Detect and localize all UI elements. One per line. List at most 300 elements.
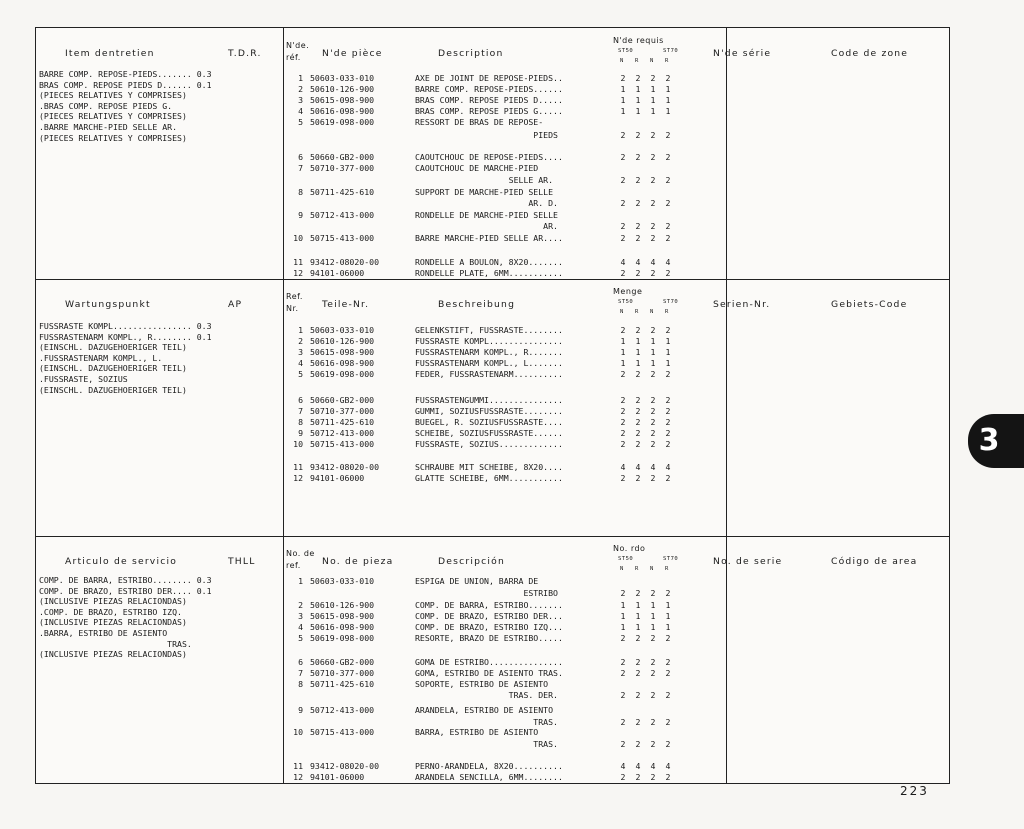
quantity-cell: 2	[665, 395, 671, 405]
part-row	[285, 576, 690, 587]
quantity-cell: 1	[635, 611, 641, 621]
service-item: .BARRA, ESTRIBO DE ASIENTO	[39, 628, 168, 638]
part-row	[285, 668, 690, 679]
section-ref-header-top: Ref.	[286, 292, 303, 301]
quantity-cell: 2	[650, 657, 656, 667]
quantity-cell: 1	[650, 611, 656, 621]
part-row	[285, 257, 690, 268]
part-description: RESSORT DE BRAS DE REPOSE-	[415, 117, 544, 127]
quantity-cell: 2	[635, 668, 641, 678]
quantity-cell: 2	[665, 175, 671, 185]
section-variant-label: N	[620, 566, 624, 572]
section-ref-header-top: N'de.	[286, 41, 310, 50]
part-description: FUSSRASTENGUMMI...............	[415, 395, 563, 405]
quantity-cell: 2	[665, 198, 671, 208]
ref-number: 12	[293, 473, 303, 483]
quantity-cell: 2	[665, 406, 671, 416]
part-description: CAOUTCHOUC DE MARCHE-PIED	[415, 163, 539, 173]
part-row	[285, 690, 690, 701]
part-row	[285, 198, 690, 209]
quantity-cell: 2	[635, 152, 641, 162]
ref-number: 1	[298, 325, 303, 335]
ref-number: 3	[298, 611, 303, 621]
section-model-b: ST70	[663, 299, 679, 305]
ref-number: 3	[298, 347, 303, 357]
section-item-header: Item dentretien	[65, 48, 155, 59]
part-row	[285, 761, 690, 772]
part-number: 50712-413-000	[310, 705, 375, 715]
part-description: FEDER, FUSSRASTENARM..........	[415, 369, 563, 379]
quantity-cell: 2	[635, 221, 641, 231]
part-number: 50660-GB2-000	[310, 152, 375, 162]
part-number: 50715-413-000	[310, 727, 375, 737]
part-description: SOPORTE, ESTRIBO DE ASIENTO	[415, 679, 549, 689]
section-divider-1	[36, 279, 949, 280]
quantity-cell: 1	[650, 106, 656, 116]
service-item: FUSSRASTENARM KOMPL., R........ 0.1	[39, 331, 212, 342]
part-row	[285, 268, 690, 279]
quantity-cell: 2	[665, 233, 671, 243]
quantity-cell: 2	[650, 772, 656, 782]
quantity-cell: 2	[620, 668, 626, 678]
quantity-cell: 2	[665, 325, 671, 335]
quantity-cell: 1	[650, 84, 656, 94]
part-number: 50616-098-900	[310, 358, 375, 368]
quantity-cell: 2	[650, 369, 656, 379]
section-variant-label: N	[650, 566, 654, 572]
quantity-cell: 2	[650, 739, 656, 749]
part-number: 50619-098-000	[310, 633, 375, 643]
quantity-cell: 1	[635, 347, 641, 357]
section-ref-header-top: No. de	[286, 549, 315, 558]
service-item: TRAS.	[39, 638, 192, 649]
ref-number: 12	[293, 772, 303, 782]
service-item: (PIECES RELATIVES Y COMPRISES)	[39, 132, 187, 143]
section-desc-header: Beschreibung	[438, 299, 516, 310]
part-row	[285, 233, 690, 244]
section-variant-label: R	[665, 58, 669, 64]
quantity-cell: 2	[620, 690, 626, 700]
quantity-cell: 2	[665, 473, 671, 483]
quantity-cell: 2	[635, 233, 641, 243]
quantity-cell: 2	[665, 130, 671, 140]
part-description: BARRE MARCHE-PIED SELLE AR....	[415, 233, 563, 243]
quantity-cell: 2	[650, 73, 656, 83]
quantity-cell: 2	[620, 198, 626, 208]
part-row	[285, 772, 690, 783]
quantity-cell: 1	[650, 600, 656, 610]
section-desc-header: Descripción	[438, 556, 505, 567]
column-divider-right	[726, 28, 727, 783]
service-item: .COMP. DE BRAZO, ESTRIBO IZQ.	[39, 606, 182, 617]
section-tdr-header: AP	[228, 299, 243, 310]
ref-number: 2	[298, 336, 303, 346]
part-description: BRAS COMP. REPOSE PIEDS D.....	[415, 95, 563, 105]
part-row	[285, 588, 690, 599]
part-row	[285, 417, 690, 428]
quantity-cell: 1	[665, 600, 671, 610]
quantity-cell: 2	[650, 668, 656, 678]
quantity-cell: 2	[650, 198, 656, 208]
section-part-header: Teile-Nr.	[322, 299, 370, 310]
part-number: 50660-GB2-000	[310, 395, 375, 405]
ref-number: 1	[298, 576, 303, 586]
quantity-cell: 1	[650, 347, 656, 357]
part-row	[285, 406, 690, 417]
part-number: 50603-033-010	[310, 73, 375, 83]
part-number: 50603-033-010	[310, 325, 375, 335]
quantity-cell: 1	[665, 611, 671, 621]
part-description: PIEDS	[415, 130, 558, 140]
quantity-cell: 4	[650, 257, 656, 267]
part-description: COMP. DE BARRA, ESTRIBO.......	[415, 600, 563, 610]
quantity-cell: 2	[665, 152, 671, 162]
part-description: ESTRIBO	[415, 588, 558, 598]
section-item-header: Wartungspunkt	[65, 299, 151, 310]
ref-number: 10	[293, 439, 303, 449]
quantity-cell: 2	[635, 325, 641, 335]
section-variant-label: N	[620, 309, 624, 315]
part-number: 50616-098-900	[310, 622, 375, 632]
quantity-cell: 1	[620, 106, 626, 116]
quantity-cell: 2	[635, 717, 641, 727]
part-number: 50615-098-900	[310, 347, 375, 357]
section-model-a: ST50	[618, 299, 634, 305]
quantity-cell: 2	[665, 633, 671, 643]
ref-number: 7	[298, 163, 303, 173]
section-part-header: No. de pieza	[322, 556, 394, 567]
ref-number: 5	[298, 369, 303, 379]
quantity-cell: 2	[620, 473, 626, 483]
part-row	[285, 95, 690, 106]
quantity-cell: 2	[650, 406, 656, 416]
ref-number: 9	[298, 210, 303, 220]
section-model-a: ST50	[618, 556, 634, 562]
quantity-cell: 1	[650, 95, 656, 105]
part-row	[285, 73, 690, 84]
ref-number: 6	[298, 395, 303, 405]
part-description: AXE DE JOINT DE REPOSE-PIEDS..	[415, 73, 563, 83]
quantity-cell: 2	[650, 325, 656, 335]
quantity-cell: 2	[650, 221, 656, 231]
ref-number: 10	[293, 727, 303, 737]
section-variant-label: R	[635, 309, 639, 315]
ref-number: 4	[298, 622, 303, 632]
part-number: 50715-413-000	[310, 439, 375, 449]
section-variant-label: R	[665, 309, 669, 315]
quantity-cell: 2	[665, 588, 671, 598]
quantity-cell: 1	[635, 600, 641, 610]
quantity-cell: 1	[650, 358, 656, 368]
part-number: 93412-08020-00	[310, 257, 380, 267]
ref-number: 10	[293, 233, 303, 243]
quantity-cell: 2	[650, 152, 656, 162]
quantity-cell: 2	[665, 73, 671, 83]
section-variant-label: R	[635, 566, 639, 572]
quantity-cell: 1	[665, 336, 671, 346]
quantity-cell: 1	[665, 358, 671, 368]
part-description: BARRA, ESTRIBO DE ASIENTO	[415, 727, 539, 737]
part-row	[285, 600, 690, 611]
part-number: 50710-377-000	[310, 163, 375, 173]
section-model-a: ST50	[618, 48, 634, 54]
part-number: 50615-098-900	[310, 95, 375, 105]
quantity-cell: 1	[635, 622, 641, 632]
quantity-cell: 4	[650, 462, 656, 472]
part-description: PERNO-ARANDELA, 8X20..........	[415, 761, 563, 771]
section-part-header: N'de pièce	[322, 48, 383, 59]
part-row	[285, 473, 690, 484]
quantity-cell: 1	[665, 84, 671, 94]
quantity-cell: 2	[635, 633, 641, 643]
quantity-cell: 2	[635, 369, 641, 379]
part-number: 50603-033-010	[310, 576, 375, 586]
service-item: BRAS COMP. REPOSE PIEDS D...... 0.1	[39, 79, 212, 90]
part-row	[285, 347, 690, 358]
part-number: 94101-06000	[310, 772, 365, 782]
section-serial-header: Serien-Nr.	[713, 299, 771, 310]
ref-number: 2	[298, 600, 303, 610]
part-row	[285, 336, 690, 347]
part-description: TRAS. DER.	[415, 690, 558, 700]
quantity-cell: 2	[635, 588, 641, 598]
part-description: RESORTE, BRAZO DE ESTRIBO.....	[415, 633, 563, 643]
section-ref-header-bottom: ref.	[286, 561, 301, 570]
quantity-cell: 1	[665, 347, 671, 357]
quantity-cell: 1	[620, 600, 626, 610]
part-row	[285, 611, 690, 622]
section-serial-header: N'de série	[713, 48, 772, 59]
part-row	[285, 325, 690, 336]
quantity-cell: 2	[620, 588, 626, 598]
part-description: RONDELLE PLATE, 6MM...........	[415, 268, 563, 278]
section-variant-label: N	[650, 58, 654, 64]
ref-number: 4	[298, 358, 303, 368]
part-description: TRAS.	[415, 717, 558, 727]
quantity-cell: 2	[635, 198, 641, 208]
page-number: 223	[900, 784, 929, 798]
quantity-cell: 2	[620, 268, 626, 278]
part-description: SCHEIBE, SOZIUSFUSSRASTE......	[415, 428, 563, 438]
part-description: COMP. DE BRAZO, ESTRIBO DER...	[415, 611, 563, 621]
ref-number: 11	[293, 462, 303, 472]
quantity-cell: 1	[635, 95, 641, 105]
part-description: GUMMI, SOZIUSFUSSRASTE........	[415, 406, 563, 416]
quantity-cell: 2	[635, 417, 641, 427]
quantity-cell: 2	[665, 369, 671, 379]
ref-number: 9	[298, 705, 303, 715]
part-number: 50615-098-900	[310, 611, 375, 621]
part-number: 50619-098-000	[310, 117, 375, 127]
quantity-cell: 2	[635, 473, 641, 483]
part-row	[285, 739, 690, 750]
part-description: BRAS COMP. REPOSE PIEDS G.....	[415, 106, 563, 116]
quantity-cell: 1	[665, 106, 671, 116]
section-zone-header: Code de zone	[831, 48, 909, 59]
quantity-cell: 2	[620, 717, 626, 727]
part-description: TRAS.	[415, 739, 558, 749]
quantity-cell: 2	[635, 657, 641, 667]
ref-number: 6	[298, 657, 303, 667]
part-description: GELENKSTIFT, FUSSRASTE........	[415, 325, 563, 335]
quantity-cell: 2	[665, 690, 671, 700]
part-description: SCHRAUBE MIT SCHEIBE, 8X20....	[415, 462, 563, 472]
quantity-cell: 4	[620, 761, 626, 771]
quantity-cell: 1	[620, 84, 626, 94]
service-item: (EINSCHL. DAZUGEHOERIGER TEIL)	[39, 363, 187, 374]
part-row	[285, 679, 690, 690]
part-row	[285, 175, 690, 186]
part-number: 50619-098-000	[310, 369, 375, 379]
part-row	[285, 633, 690, 644]
quantity-cell: 2	[620, 152, 626, 162]
part-row	[285, 727, 690, 738]
part-row	[285, 130, 690, 141]
ref-number: 8	[298, 187, 303, 197]
quantity-cell: 2	[665, 772, 671, 782]
ref-number: 5	[298, 117, 303, 127]
ref-number: 11	[293, 257, 303, 267]
quantity-cell: 2	[620, 325, 626, 335]
service-item: (PIECES RELATIVES Y COMPRISES)	[39, 111, 187, 122]
quantity-cell: 2	[620, 417, 626, 427]
part-description: FUSSRASTE, SOZIUS.............	[415, 439, 563, 449]
part-number: 94101-06000	[310, 473, 365, 483]
section-variant-label: N	[620, 58, 624, 64]
quantity-cell: 4	[650, 761, 656, 771]
quantity-cell: 2	[620, 739, 626, 749]
part-description: CAOUTCHOUC DE REPOSE-PIEDS....	[415, 152, 563, 162]
part-row	[285, 163, 690, 174]
service-item: .FUSSRASTE, SOZIUS	[39, 374, 128, 384]
ref-number: 4	[298, 106, 303, 116]
ref-number: 8	[298, 417, 303, 427]
quantity-cell: 2	[635, 395, 641, 405]
quantity-cell: 2	[635, 268, 641, 278]
part-number: 50616-098-900	[310, 106, 375, 116]
section-qty-header: No. rdo	[613, 544, 646, 553]
quantity-cell: 2	[620, 221, 626, 231]
part-number: 50610-126-900	[310, 84, 375, 94]
quantity-cell: 1	[635, 336, 641, 346]
quantity-cell: 2	[620, 406, 626, 416]
quantity-cell: 2	[620, 175, 626, 185]
section-variant-label: R	[635, 58, 639, 64]
quantity-cell: 2	[650, 175, 656, 185]
section-tdr-header: THLL	[228, 556, 256, 567]
quantity-cell: 4	[635, 462, 641, 472]
part-description: RONDELLE A BOULON, 8X20.......	[415, 257, 563, 267]
part-row	[285, 117, 690, 128]
quantity-cell: 4	[635, 761, 641, 771]
quantity-cell: 1	[650, 336, 656, 346]
quantity-cell: 2	[650, 130, 656, 140]
part-description: BUEGEL, R. SOZIUSFUSSRASTE....	[415, 417, 563, 427]
part-row	[285, 84, 690, 95]
quantity-cell: 2	[620, 428, 626, 438]
quantity-cell: 4	[620, 462, 626, 472]
part-description: FUSSRASTE KOMPL...............	[415, 336, 563, 346]
quantity-cell: 1	[635, 106, 641, 116]
quantity-cell: 2	[665, 268, 671, 278]
ref-number: 6	[298, 152, 303, 162]
part-description: ARANDELA, ESTRIBO DE ASIENTO	[415, 705, 554, 715]
part-row	[285, 358, 690, 369]
part-description: SELLE AR.	[415, 175, 554, 185]
service-item: (EINSCHL. DAZUGEHOERIGER TEIL)	[39, 384, 187, 395]
section-zone-header: Gebiets-Code	[831, 299, 908, 310]
quantity-cell: 1	[665, 622, 671, 632]
section-item-header: Articulo de servicio	[65, 556, 178, 567]
part-row	[285, 462, 690, 473]
ref-number: 8	[298, 679, 303, 689]
ref-number: 2	[298, 84, 303, 94]
part-number: 50610-126-900	[310, 600, 375, 610]
quantity-cell: 2	[650, 633, 656, 643]
chapter-tab-number: 3	[978, 423, 1000, 458]
part-number: 50610-126-900	[310, 336, 375, 346]
service-item: (PIECES RELATIVES Y COMPRISES)	[39, 90, 187, 101]
ref-number: 7	[298, 406, 303, 416]
quantity-cell: 4	[665, 761, 671, 771]
part-number: 50715-413-000	[310, 233, 375, 243]
part-description: GLATTE SCHEIBE, 6MM...........	[415, 473, 563, 483]
quantity-cell: 2	[620, 439, 626, 449]
part-number: 50712-413-000	[310, 428, 375, 438]
column-divider-left	[283, 28, 284, 783]
quantity-cell: 2	[665, 668, 671, 678]
ref-number: 9	[298, 428, 303, 438]
quantity-cell: 1	[650, 622, 656, 632]
quantity-cell: 4	[620, 257, 626, 267]
service-item: (INCLUSIVE PIEZAS RELACIONDAS)	[39, 649, 187, 660]
quantity-cell: 1	[635, 358, 641, 368]
section-tdr-header: T.D.R.	[228, 48, 262, 59]
part-description: ARANDELA SENCILLA, 6MM........	[415, 772, 563, 782]
part-number: 93412-08020-00	[310, 462, 380, 472]
part-row	[285, 210, 690, 221]
part-row	[285, 106, 690, 117]
service-item: (EINSCHL. DAZUGEHOERIGER TEIL)	[39, 342, 187, 353]
ref-number: 3	[298, 95, 303, 105]
service-item: COMP. DE BARRA, ESTRIBO........ 0.3	[39, 575, 212, 585]
part-number: 50710-377-000	[310, 406, 375, 416]
part-row	[285, 657, 690, 668]
quantity-cell: 1	[665, 95, 671, 105]
part-description: AR. D.	[415, 198, 558, 208]
ref-number: 7	[298, 668, 303, 678]
part-number: 94101-06000	[310, 268, 365, 278]
section-qty-header: Menge	[613, 287, 643, 296]
section-desc-header: Description	[438, 48, 504, 59]
section-model-b: ST70	[663, 48, 679, 54]
part-number: 50712-413-000	[310, 210, 375, 220]
part-description: GOMA, ESTRIBO DE ASIENTO TRAS.	[415, 668, 563, 678]
quantity-cell: 1	[620, 95, 626, 105]
quantity-cell: 2	[650, 690, 656, 700]
quantity-cell: 2	[620, 73, 626, 83]
service-item: .BRAS COMP. REPOSE PIEDS G.	[39, 100, 173, 111]
ref-number: 5	[298, 633, 303, 643]
part-description: FUSSRASTENARM KOMPL., R.......	[415, 347, 563, 357]
quantity-cell: 2	[635, 439, 641, 449]
part-number: 50710-377-000	[310, 668, 375, 678]
quantity-cell: 2	[650, 268, 656, 278]
part-row	[285, 705, 690, 716]
service-item: BARRE COMP. REPOSE-PIEDS....... 0.3	[39, 69, 212, 79]
quantity-cell: 2	[620, 772, 626, 782]
quantity-cell: 2	[620, 233, 626, 243]
